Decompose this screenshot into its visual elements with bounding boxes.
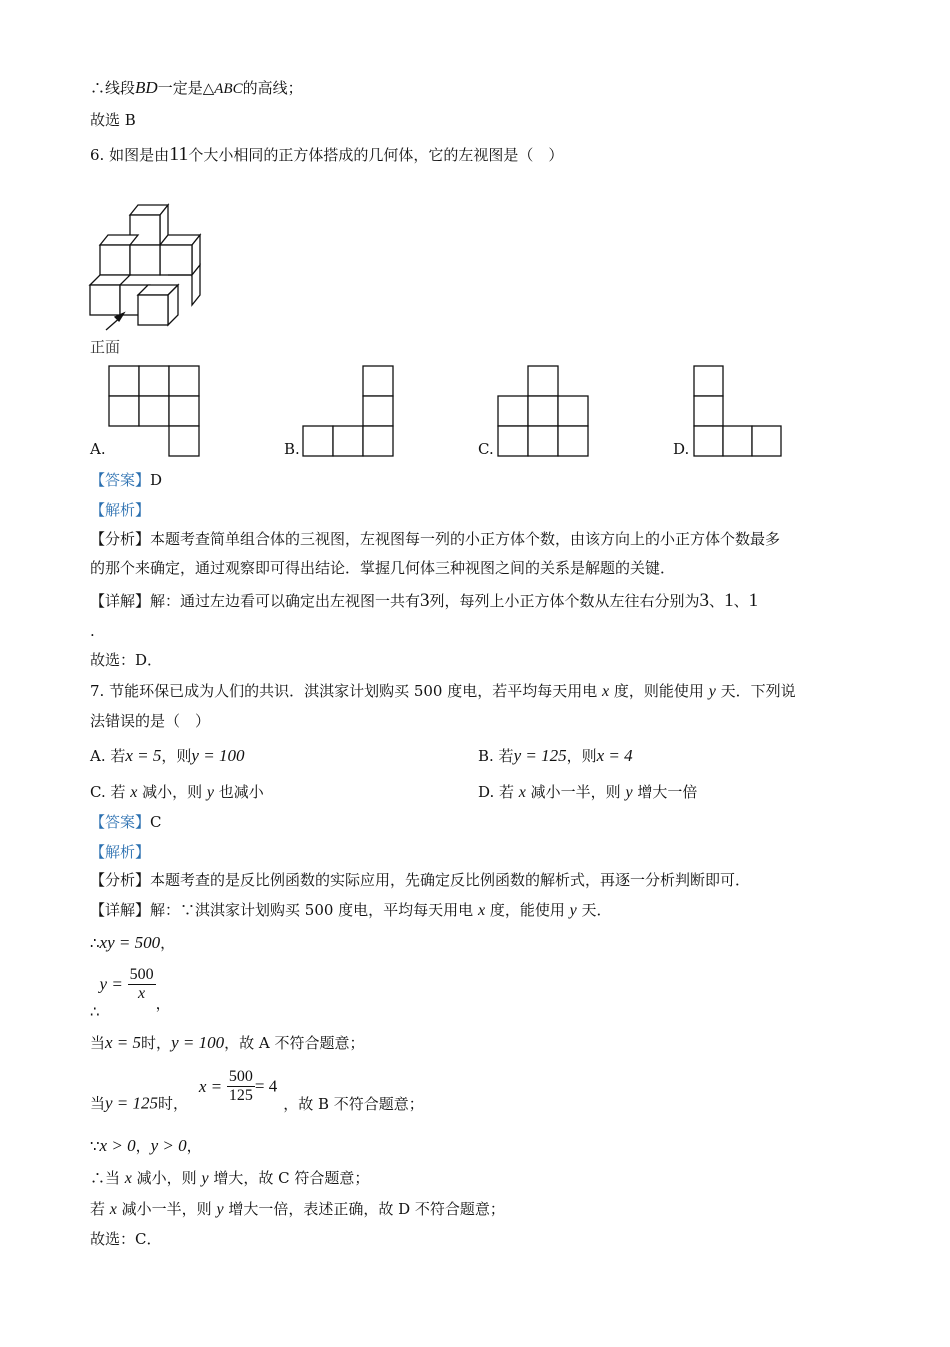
front-label: 正面	[90, 338, 121, 356]
option-b-label: B.	[284, 440, 300, 458]
q6-answer: 【答案】D	[90, 471, 163, 489]
step-xy-500: ∴xy = 500，	[90, 933, 176, 952]
q6-jiexi: 【解析】	[90, 501, 151, 519]
question-7-line1: 7. 节能环保已成为人们的共识．淇淇家计划购买 500 度电，若平均每天用电 x 度，则能使用 y 天．下列说	[90, 682, 796, 700]
option-d-figure	[693, 365, 793, 460]
q7-fenxi: 【分析】本题考查的是反比例函数的实际应用，先确定反比例函数的解析式，再逐一分析判断即可．	[90, 871, 751, 889]
option-a-figure	[108, 365, 208, 460]
q7-option-d: D. 若 x 减小一半，则 y 增大一倍	[478, 783, 698, 801]
step-when-y-125: 当y = 125时， x = $\frac{500}{125}$ = 4，故 B 不符合题意；	[90, 1068, 424, 1113]
q7-answer: 【答案】C	[90, 813, 162, 831]
step-d: 若 x 减小一半，则 y 增大一倍，表述正确，故 D 不符合题意；	[90, 1200, 505, 1218]
option-d-label: D.	[673, 440, 690, 458]
cube-figure	[88, 200, 218, 340]
q7-option-c: C. 若 x 减小，则 y 也减小	[90, 783, 264, 801]
q7-option-a: A. 若x = 5，则y = 100	[90, 746, 245, 765]
math-triangle-abc: △ABC	[202, 81, 243, 97]
option-b-figure	[303, 365, 403, 460]
q6-fenxi-2: 的那个来确定，通过观察即可得出结论．掌握几何体三种视图之间的关系是解题的关键．	[90, 559, 676, 577]
q6-detail: 【详解】解：通过左边看可以确定出左视图一共有3列，每列上小正方体个数从左往右分别为3、1、1	[90, 590, 759, 611]
q6-choose: 故选：D．	[90, 651, 163, 669]
question-6: 6. 如图是由11个大小相同的正方体搭成的几何体，它的左视图是（ ）	[90, 143, 564, 165]
step-when-x-5: 当x = 5时，y = 100，故 A 不符合题意；	[90, 1033, 365, 1052]
question-7-line2: 法错误的是（ ）	[90, 712, 211, 730]
q7-choose: 故选：C．	[90, 1230, 162, 1248]
step-positive: ∵x > 0，y > 0，	[90, 1136, 202, 1155]
q7-detail: 【详解】解：∵淇淇家计划购买 500 度电，平均每天用电 x 度，能使用 y 天．	[90, 901, 612, 919]
q6-fenxi-1: 【分析】本题考查简单组合体的三视图，左视图每一列的小正方体个数，由该方向上的小正方体个数最多	[90, 530, 781, 548]
option-c-figure	[497, 365, 597, 460]
line-bd-altitude: ∴线段BD一定是△ABC的高线；	[90, 78, 303, 97]
option-c-label: C.	[478, 440, 494, 458]
step-c: ∴当 x 减小，则 y 增大，故 C 符合题意；	[90, 1169, 370, 1187]
therefore-symbol: ∴	[90, 79, 106, 97]
q6-detail-end: .	[90, 622, 95, 640]
q7-option-b: B. 若y = 125，则x = 4	[478, 746, 633, 765]
option-a-label: A.	[90, 440, 106, 458]
q7-jiexi: 【解析】	[90, 843, 151, 861]
math-bd: BD	[135, 78, 158, 97]
step-y-500-over-x: ∴y = $\frac{500}{x}$ ，	[90, 966, 171, 1021]
choose-b: 故选 B	[90, 111, 136, 129]
